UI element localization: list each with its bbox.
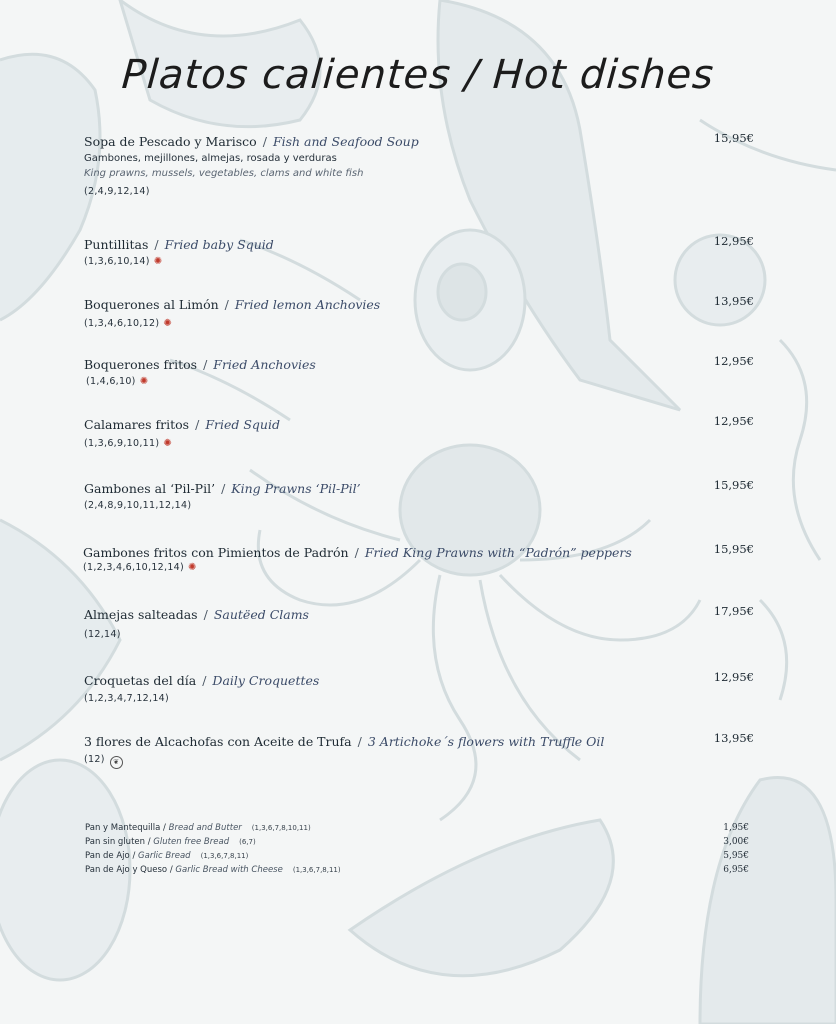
dish-description-es: Gambones, mejillones, almejas, rosada y verduras <box>84 153 337 164</box>
bread-price: 1,95€ <box>723 823 749 833</box>
dish-allergens: (1,2,3,4,6,10,12,14) <box>83 562 185 573</box>
menu-item <box>84 131 754 197</box>
leaf-icon: ❦ <box>110 756 123 769</box>
menu-item <box>84 414 754 449</box>
dish-name-es: Sopa de Pescado y Marisco <box>84 134 257 149</box>
chili-icon: ✺ <box>163 438 173 449</box>
dish-price: 15,95€ <box>713 542 754 556</box>
separator: / <box>203 607 208 622</box>
bread-list <box>85 823 749 879</box>
chili-icon: ✺ <box>188 562 197 573</box>
separator: / <box>132 851 136 861</box>
bread-item <box>85 837 749 851</box>
bread-allergens: (1,3,6,7,8,11) <box>200 852 249 860</box>
dish-price: 12,95€ <box>713 670 754 684</box>
chili-icon: ✺ <box>153 256 163 267</box>
dish-name-en: Sautëed Clams <box>213 607 309 622</box>
separator: / <box>195 417 200 432</box>
dish-price: 15,95€ <box>713 478 754 492</box>
bread-price: 5,95€ <box>723 851 749 861</box>
dish-name-es: Almejas salteadas <box>84 607 198 622</box>
dish-allergens: (1,3,4,6,10,12) <box>84 318 160 329</box>
menu-item <box>84 478 754 511</box>
bread-allergens: (1,3,6,7,8,11) <box>292 866 341 874</box>
dish-allergens: (1,3,6,10,14) <box>84 256 150 267</box>
bread-name-es: Pan de Ajo <box>85 851 130 861</box>
bread-name-es: Pan sin gluten <box>85 837 146 847</box>
separator: / <box>154 237 159 252</box>
separator: / <box>169 865 173 875</box>
menu-item <box>83 542 754 573</box>
dish-name-es: Boquerones fritos <box>84 357 198 372</box>
dish-name-en: Daily Croquettes <box>212 673 320 688</box>
bread-name-en: Bread and Butter <box>168 823 242 833</box>
bread-name-es: Pan de Ajo y Queso <box>85 865 168 875</box>
menu-item <box>84 294 754 329</box>
bread-item <box>85 865 749 879</box>
separator: / <box>163 823 166 833</box>
menu-item <box>84 354 754 387</box>
dish-price: 15,95€ <box>713 131 754 145</box>
dish-allergens: (1,4,6,10) <box>86 376 136 387</box>
bread-allergens: (6,7) <box>239 838 256 846</box>
dish-description-en: King prawns, mussels, vegetables, clams and white fish <box>84 168 364 179</box>
bread-name-en: Garlic Bread <box>138 851 191 861</box>
dish-name-en: Fried lemon Anchovies <box>234 297 381 312</box>
dish-name-es: Calamares fritos <box>84 417 190 432</box>
separator: / <box>221 481 226 496</box>
dish-name-es: Boquerones al Limón <box>84 297 219 312</box>
dish-name-en: Fried baby Squid <box>164 237 274 252</box>
dish-price: 13,95€ <box>713 294 754 308</box>
menu-item <box>84 731 754 769</box>
menu-item <box>84 670 754 704</box>
dish-name-es: Gambones fritos con Pimientos de Padrón <box>83 545 349 560</box>
bread-price: 3,00€ <box>723 837 749 847</box>
dish-price: 12,95€ <box>713 234 754 248</box>
separator: / <box>147 837 151 847</box>
dish-name-en: Fried Anchovies <box>213 357 316 372</box>
dish-allergens: (12,14) <box>84 629 121 640</box>
dish-name-es: 3 flores de Alcachofas con Aceite de Trufa <box>84 734 352 749</box>
separator: / <box>357 734 362 749</box>
dish-price: 13,95€ <box>713 731 754 745</box>
dish-allergens: (2,4,9,12,14) <box>84 186 150 197</box>
dish-allergens: (2,4,8,9,10,11,12,14) <box>84 500 192 511</box>
chili-icon: ✺ <box>163 318 173 329</box>
separator: / <box>203 357 208 372</box>
separator: / <box>354 545 359 560</box>
dish-name-en: Fried Squid <box>205 417 280 432</box>
dish-name-es: Croquetas del día <box>84 673 197 688</box>
menu-item <box>84 604 754 640</box>
bread-allergens: (1,3,6,7,8,10,11) <box>251 824 311 832</box>
dish-name-en: Fried King Prawns with “Padrón” peppers <box>364 545 632 560</box>
page-title: Platos calientes / Hot dishes <box>120 52 716 98</box>
dish-name-en: King Prawns ‘Pil-Pil’ <box>231 481 361 496</box>
menu-item <box>84 234 754 267</box>
bread-name-es: Pan y Mantequilla <box>85 823 161 833</box>
bread-item <box>85 851 749 865</box>
dish-name-es: Gambones al ‘Pil-Pil’ <box>84 481 216 496</box>
dish-allergens: (1,2,3,4,7,12,14) <box>84 693 170 704</box>
bread-name-en: Gluten free Bread <box>153 837 230 847</box>
bread-price: 6,95€ <box>723 865 749 875</box>
dish-price: 12,95€ <box>713 354 754 368</box>
bread-name-en: Garlic Bread with Cheese <box>175 865 283 875</box>
dish-name-en: Fish and Seafood Soup <box>272 134 419 149</box>
dish-price: 17,95€ <box>713 604 754 618</box>
dish-name-en: 3 Artichoke´s flowers with Truffle Oil <box>367 734 605 749</box>
separator: / <box>262 134 267 149</box>
dish-allergens: (1,3,6,9,10,11) <box>84 438 160 449</box>
separator: / <box>224 297 229 312</box>
separator: / <box>202 673 207 688</box>
dish-allergens: (12) <box>84 754 105 765</box>
dish-price: 12,95€ <box>713 414 754 428</box>
chili-icon: ✺ <box>139 376 149 387</box>
dish-name-es: Puntillitas <box>84 237 149 252</box>
bread-item <box>85 823 749 837</box>
